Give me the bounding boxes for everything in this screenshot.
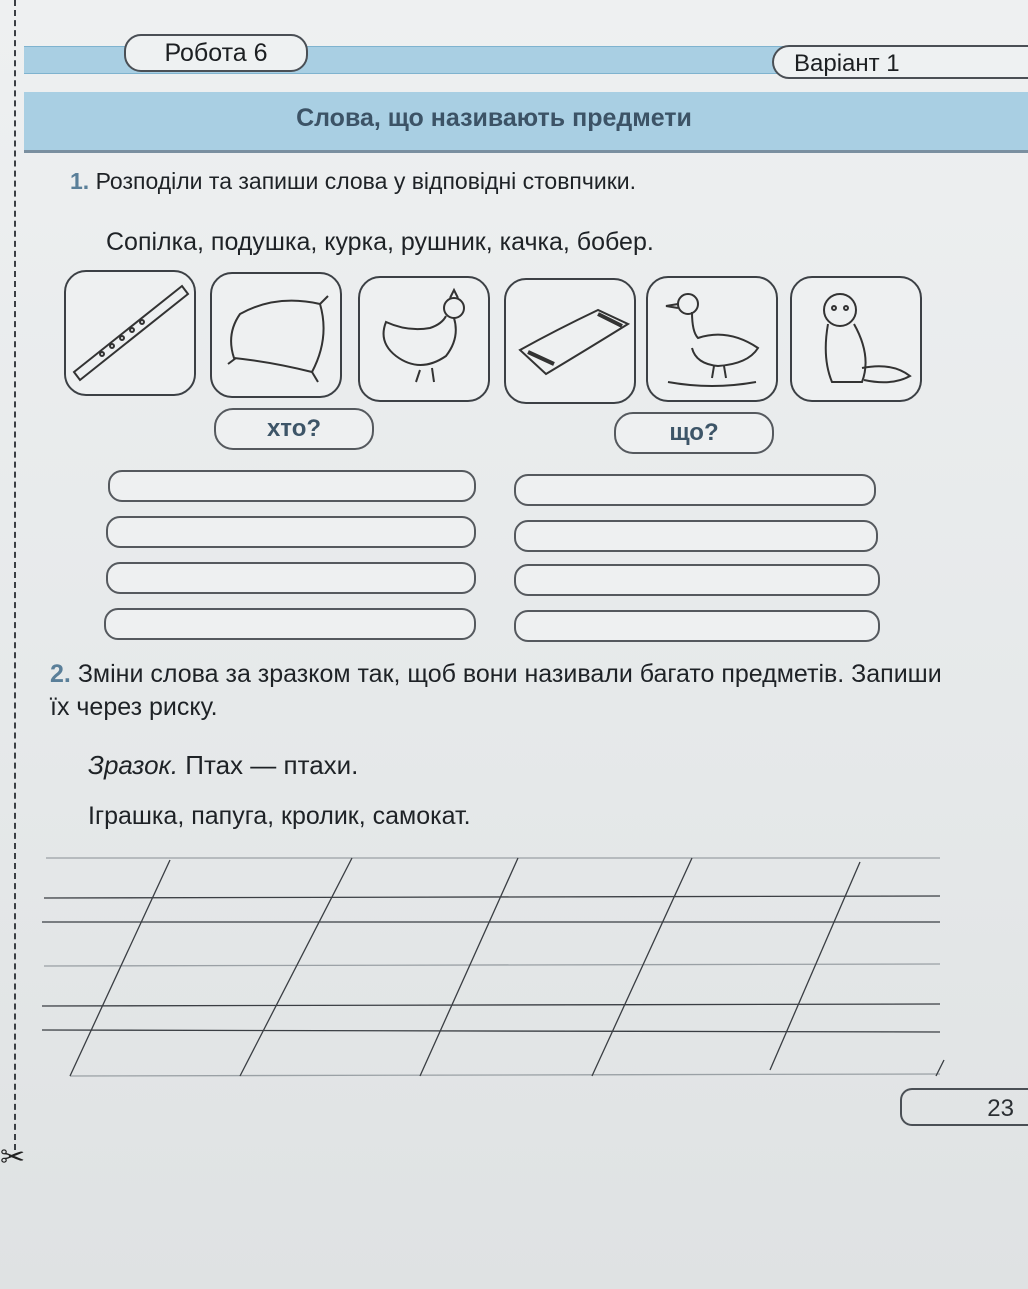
task1-number: 1.	[70, 168, 90, 194]
example-text: Птах — птахи.	[185, 750, 359, 780]
task2-example	[88, 750, 358, 781]
chicken-icon	[358, 276, 490, 402]
question-who: хто?	[214, 408, 374, 450]
answer-slot-who-1[interactable]	[108, 470, 476, 502]
cut-line	[14, 0, 16, 1150]
answer-slot-what-1[interactable]	[514, 474, 876, 506]
writing-lines[interactable]	[40, 850, 950, 1080]
task2-words: Іграшка, папуга, кролик, самокат.	[88, 802, 471, 830]
task1-instruction	[70, 168, 636, 195]
task1-words: Сопілка, подушка, курка, рушник, качка, бобер.	[106, 228, 654, 256]
scissors-icon: ✂	[0, 1141, 26, 1174]
task2-number: 2.	[50, 660, 71, 688]
flute-icon	[64, 270, 196, 396]
example-label: Зразок.	[88, 750, 179, 780]
answer-slot-who-4[interactable]	[104, 608, 476, 640]
answer-slot-what-4[interactable]	[514, 610, 880, 642]
variant-label: Варіант 1	[772, 45, 1028, 79]
pillow-icon	[210, 272, 342, 398]
page-title: Слова, що називають предмети	[296, 104, 692, 132]
duck-icon	[646, 276, 778, 402]
towel-icon	[504, 278, 636, 404]
work-label: Робота 6	[124, 34, 308, 72]
answer-slot-who-3[interactable]	[106, 562, 476, 594]
page-number: 23	[900, 1088, 1028, 1126]
task1-text: Розподіли та запиши слова у відповідні стовпчики.	[95, 168, 637, 194]
answer-slot-who-2[interactable]	[106, 516, 476, 548]
task2-text: Зміни слова за зразком так, щоб вони називали багато предметів. Запиши їх через риску.	[50, 660, 942, 721]
task2-instruction	[50, 658, 950, 724]
answer-slot-what-3[interactable]	[514, 564, 880, 596]
beaver-icon	[790, 276, 922, 402]
answer-slot-what-2[interactable]	[514, 520, 878, 552]
question-what: що?	[614, 412, 774, 454]
